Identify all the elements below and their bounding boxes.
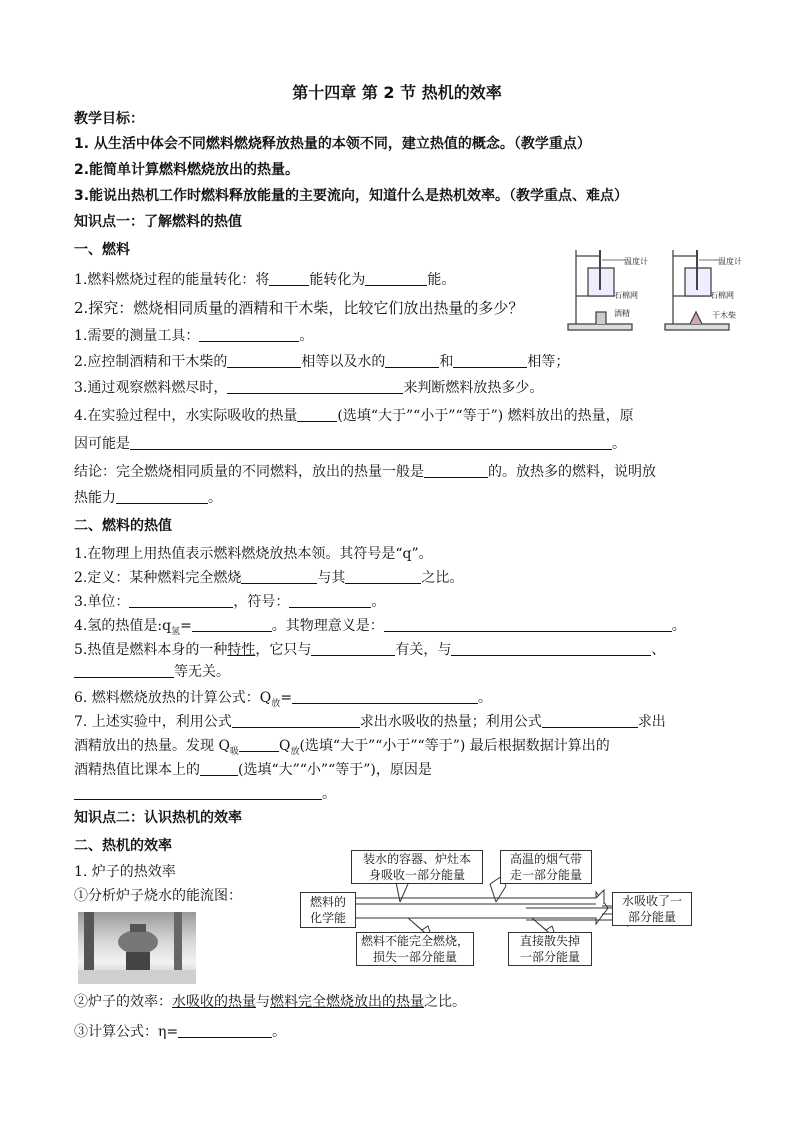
goal-1: 1. 从生活中体会不同燃料燃烧释放热量的本领不同，建立热值的概念。（教学重点） <box>74 136 591 152</box>
section-engine-efficiency-heading: 二、热机的效率 <box>74 838 172 854</box>
blank[interactable] <box>345 569 421 584</box>
stove-efficiency-definition: ②炉子的效率：水吸收的热量与燃料完全燃烧放出的热量之比。 <box>74 994 466 1010</box>
heat-comparison-line: 4.在实验过程中，水实际吸收的热量 (选填“大于”“小于”“等于”) 燃料放出的热量，原 <box>74 408 634 424</box>
blank[interactable] <box>453 353 527 368</box>
flow-container-loss-box: 装水的容器、炉灶本 身吸收一部分能量 <box>351 850 483 884</box>
experiment-apparatus <box>560 246 746 340</box>
blank[interactable] <box>297 407 337 422</box>
blank[interactable] <box>269 271 309 286</box>
blank[interactable] <box>74 785 322 800</box>
thermometer-label: 温度计 <box>624 257 648 266</box>
section-fuel-heading: 一、燃料 <box>74 242 130 258</box>
gauze-label: 石棉网 <box>614 291 638 300</box>
knowledge-point-1-heading: 知识点一：了解燃料的热值 <box>74 214 242 230</box>
formula-line: 6. 燃料燃烧放热的计算公式：$Q_放=$ 。 <box>74 690 493 709</box>
blank[interactable] <box>129 593 233 608</box>
blank[interactable] <box>130 435 612 450</box>
section-heat-value-heading: 二、燃料的热值 <box>74 518 172 534</box>
blank[interactable] <box>232 713 360 728</box>
blank[interactable] <box>192 617 272 632</box>
heat-value-symbol-line: 1.在物理上用热值表示燃料燃烧放热本领。其符号是“q”。 <box>74 546 433 562</box>
comparison-line: 酒精放出的热量。发现 $Q_吸$ $Q_放$(选填“大于”“小于”“等于”) 最后根据数据计算出的 <box>74 738 610 757</box>
energy-conversion-line: 1.燃料燃烧过程的能量转化：将 能转化为 能。 <box>74 272 456 288</box>
thermometer-label-2: 温度计 <box>718 257 742 266</box>
explore-question: 2.探究：燃烧相同质量的酒精和干木柴，比较它们放出热量的多少？ <box>74 299 524 317</box>
blank[interactable] <box>74 663 174 678</box>
blank[interactable] <box>200 761 238 776</box>
conclusion-line: 结论：完全燃烧相同质量的不同燃料，放出的热量一般是 的。放热多的燃料，说明放 <box>74 464 656 480</box>
blank[interactable] <box>365 271 427 286</box>
hydrogen-line: 4.氢的热值是$:q_氢=$ 。其物理意义是： 。 <box>74 618 686 637</box>
blank[interactable] <box>239 737 279 752</box>
goal-3: 3.能说出热机工作时燃料释放能量的主要流向，知道什么是热机效率。（教学重点、难点） <box>74 188 629 204</box>
experiment-formula-line: 7. 上述实验中，利用公式 求出水吸收的热量；利用公式 求出 <box>74 714 666 730</box>
reason-line: 因可能是 。 <box>74 436 626 452</box>
result-line-2: 。 <box>74 784 336 804</box>
page-title: 第十四章 第 2 节 热机的效率 <box>292 83 502 102</box>
stove-photo <box>78 912 196 984</box>
energy-flow-label: ①分析炉子烧水的能流图： <box>74 888 242 904</box>
tools-line: 1.需要的测量工具： 。 <box>74 328 314 344</box>
gauze-label-2: 石棉网 <box>710 291 734 300</box>
wood-label: 干木柴 <box>712 311 736 320</box>
property-line-2: 等无关。 <box>74 662 230 682</box>
blank[interactable] <box>542 713 638 728</box>
conclusion-line-2: 热能力 。 <box>74 490 222 506</box>
flow-start-box: 燃料的 化学能 <box>300 892 356 928</box>
flow-heat-dissipation-box: 直接散失掉 一部分能量 <box>508 932 592 966</box>
blank[interactable] <box>451 641 651 656</box>
blank[interactable] <box>227 353 301 368</box>
blank[interactable] <box>289 593 371 608</box>
flow-water-absorbed-box: 水吸收了一 部分能量 <box>612 892 692 926</box>
blank[interactable] <box>311 641 395 656</box>
blank[interactable] <box>292 689 478 704</box>
blank[interactable] <box>116 489 208 504</box>
unit-line: 3.单位： ，符号： 。 <box>74 594 386 610</box>
blank[interactable] <box>199 327 299 342</box>
knowledge-point-2-heading: 知识点二：认识热机的效率 <box>74 810 242 826</box>
blank[interactable] <box>178 1023 272 1038</box>
stove-efficiency-line: 1. 炉子的热效率 <box>74 864 176 880</box>
result-line: 酒精热值比课本上的 (选填“大”“小”“等于”)，原因是 <box>74 762 432 778</box>
property-line: 5.热值是燃料本身的一种特性，它只与 有关，与 、 <box>74 642 666 658</box>
goal-2: 2.能简单计算燃料燃烧放出的热量。 <box>74 162 300 178</box>
alcohol-label: 酒精 <box>614 309 630 318</box>
blank[interactable] <box>385 353 439 368</box>
control-variables-line: 2.应控制酒精和干木柴的 相等以及水的 和 相等； <box>74 354 570 370</box>
flow-incomplete-combustion-box: 燃料不能完全燃烧， 损失一部分能量 <box>356 932 474 966</box>
flow-flue-gas-box: 高温的烟气带 走一部分能量 <box>500 850 592 884</box>
observation-line: 3.通过观察燃料燃尽时， 来判断燃料放热多少。 <box>74 380 544 396</box>
blank[interactable] <box>227 379 403 394</box>
definition-line: 2.定义：某种燃料完全燃烧 与其 之比。 <box>74 570 464 586</box>
goals-heading: 教学目标： <box>74 111 144 127</box>
blank[interactable] <box>241 569 317 584</box>
blank[interactable] <box>424 463 488 478</box>
efficiency-formula-line: ③计算公式：η= 。 <box>74 1024 287 1040</box>
blank[interactable] <box>384 617 672 632</box>
